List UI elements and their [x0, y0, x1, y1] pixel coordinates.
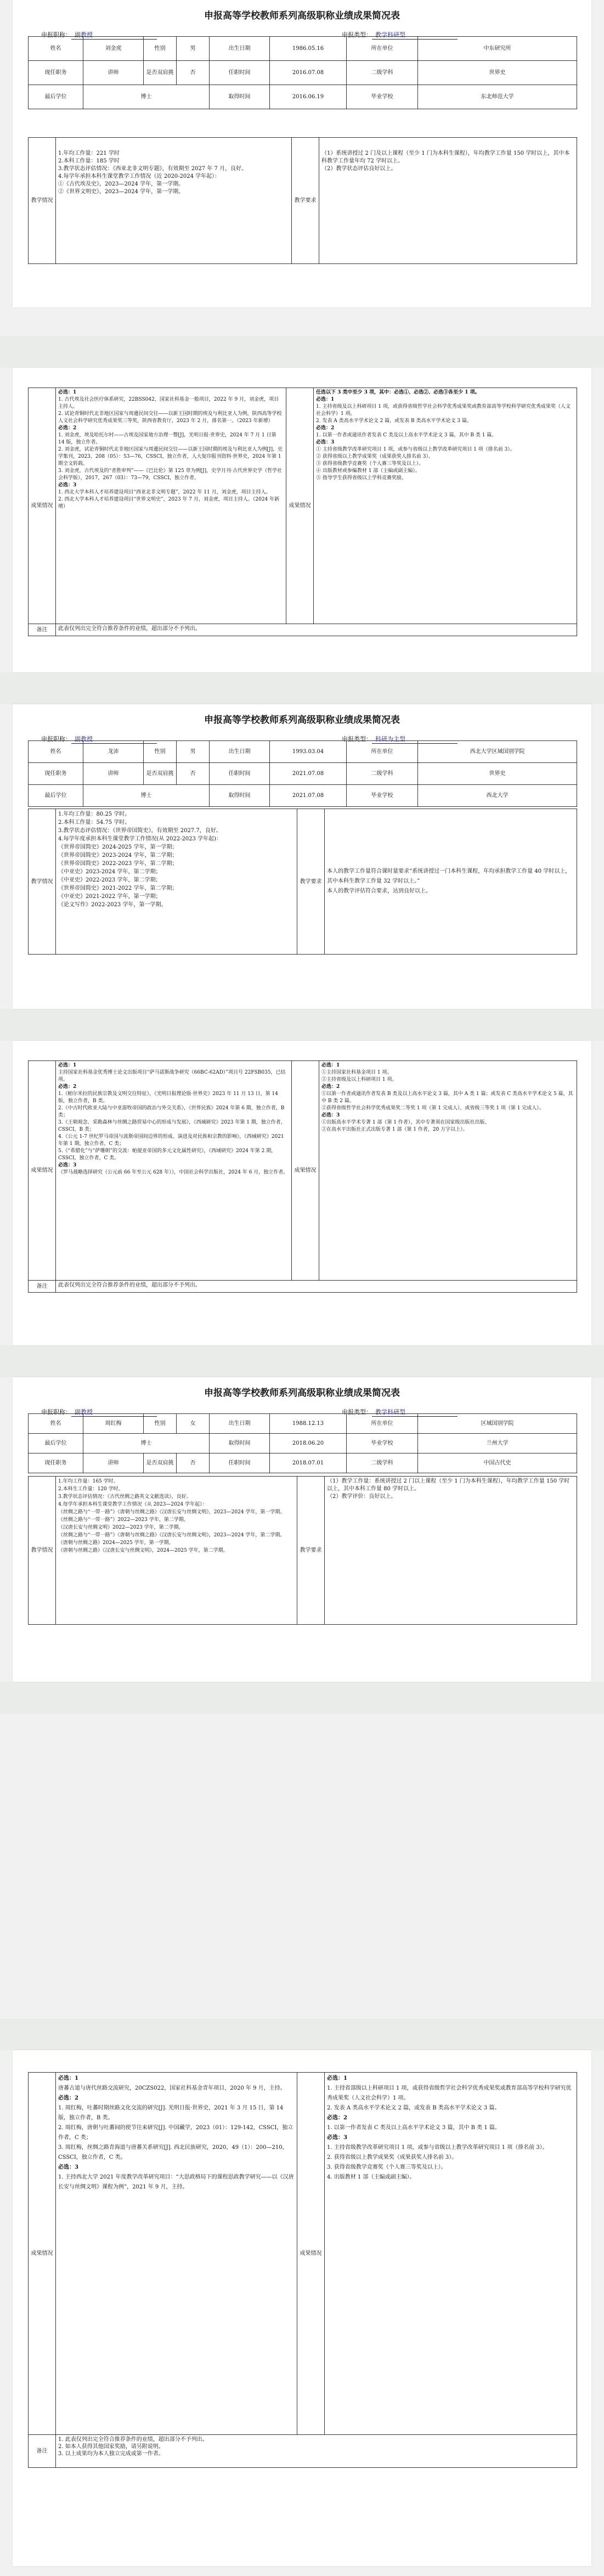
criteria-line: 1. 主持省部级以上科研项目 1 项，或获得省级哲学社会科学优秀成果奖或教育部高等学校科学研究优秀成果奖（人文社会科学）1 项。	[327, 2085, 572, 2101]
info-cell: 二级学科	[347, 1453, 418, 1473]
criteria-line: 1. 主持省级教学改革研究项目 1 项，或参与省级以上教学改革研究项目 1 项（排名前 3）。	[327, 2145, 548, 2151]
results-line: 必选：1	[58, 390, 77, 395]
info-cell: 是否双肩挑	[144, 1453, 177, 1473]
info-cell: 二级学科	[347, 61, 418, 85]
criteria-line: 必选：2	[321, 1084, 340, 1090]
apply-type-value: 教学科研型	[372, 30, 458, 40]
info-cell: 2018.07.01	[270, 1453, 347, 1473]
info-cell: 所在单位	[347, 37, 418, 61]
note-text	[56, 2435, 577, 2468]
teaching-content	[56, 1477, 297, 1625]
info-row	[29, 85, 577, 109]
teaching-line: 《世界帝国简史》2023-2024 学年，第二学期；	[58, 852, 178, 858]
teaching-line: 《唐朝与丝绸之路》《汉唐长安与丝绸文明》，2024—2025 学年，第二学期。	[58, 1548, 228, 1553]
teaching-line: 《丝绸之路与“一带一路”》《唐朝与丝绸之路》《汉唐长安与丝绸文明》，2023—2024 学年，第一学期。	[58, 1509, 285, 1515]
criteria-line: 必选：2	[327, 2115, 347, 2121]
info-cell: 现任职务	[29, 1453, 83, 1473]
info-cell: 毕业学校	[347, 1434, 418, 1453]
results-line: 必选：2	[58, 425, 77, 431]
teaching-line: 4.每学年承担本科生课堂教学工作情况（从 2023—2024 学年起）：	[58, 1502, 207, 1507]
info-cell: 出生日期	[210, 741, 270, 763]
page-separator	[0, 2018, 604, 2050]
info-cell: 世界史	[418, 763, 577, 785]
personal-info-table	[28, 740, 577, 807]
page-separator	[0, 672, 604, 704]
apply-type-label: 申报类型：	[342, 1408, 372, 1416]
info-cell: 姓名	[29, 37, 83, 61]
info-cell: 博士	[83, 1434, 210, 1453]
criteria-line: ⑤ 指导学生获得省级以上学科竞赛奖励。	[316, 475, 407, 481]
teaching-line: 4.每学年承担本科生课堂教学工作情况（近 2020-2024 学年起）：	[58, 173, 221, 179]
info-cell: 区域国别学院	[418, 1414, 577, 1434]
note-text: 此表仅列出完全符合推荐条件的业绩，超出部分不予列出。	[56, 1281, 577, 1293]
requirement-label: 教学要求	[297, 1477, 325, 1625]
teaching-label: 教学情况	[29, 1477, 56, 1625]
info-cell: 1986.05.16	[270, 37, 347, 61]
info-cell: 讲师	[83, 1453, 144, 1473]
apply-title-label: 申报职称：	[41, 1408, 71, 1416]
info-cell: 龙沛	[83, 741, 144, 763]
results-line: 5.《“希腊化”与“萨珊朝”的交流：帕提亚帝国的多元文化属性研究》，《西域研究》2024 年第 2 期，CSSCI，独立作者，C 类。	[58, 1148, 276, 1161]
results-label: 成果情况	[286, 388, 314, 624]
info-cell: 所在单位	[347, 741, 418, 763]
requirement-label: 教学要求	[297, 809, 325, 955]
info-cell: 2016.06.19	[270, 85, 347, 109]
info-cell: 姓名	[29, 1414, 83, 1434]
results-line: 2.《中古时代欧亚大陆与中亚游牧帝国的政治与外交关系》，《世界民族》2024 年第 6 期，独立作者，B 类；	[58, 1105, 285, 1118]
results-line: 《罗马战略选择研究（公元前 66 年至公元 628 年）》，中国社会科学出版社，2024 年 6 月，独立作者。	[58, 1170, 289, 1175]
results-line: 2. 西北大学本科人才培养建设项目“世界文明史”，2023 年 7 月，刘金虎，项目主持人。（2024 年新增）	[58, 497, 280, 509]
results-criteria	[319, 1061, 577, 1281]
info-cell: 西北大学区域国别学院	[418, 741, 577, 763]
teaching-line: 《世界帝国简史》2024-2025 学年，第一学期；	[58, 844, 178, 850]
results-line: 1. 西北大学本科人才培养建设项目“西亚北非文明专题”，2022 年 11 月，刘金虎，项目主持人。	[58, 490, 271, 495]
teaching-line: 《论文写作》2022-2023 学年，第一学期。	[58, 902, 167, 908]
teaching-line: ①《古代埃及史》，2023—2024 学年，第一学期。	[58, 181, 184, 187]
info-cell: 性别	[144, 1414, 177, 1434]
requirement-line: （1）教学工作量：系统讲授过 2 门以上课程（至少 1 门为本科生课程），年均教学工作量 150 学时以上，其中本科工作量 80 学时以上。	[327, 1478, 570, 1492]
info-cell: 出生日期	[210, 1414, 270, 1434]
teaching-content	[56, 809, 297, 955]
results-label: 成果情况	[29, 1061, 56, 1281]
info-cell: 取得时间	[210, 1434, 270, 1453]
requirement-label: 教学要求	[292, 138, 319, 264]
info-cell: 取得时间	[210, 785, 270, 807]
criteria-line: 2. 获得省级以上教学成果奖（成果获奖人排名前 3）。	[327, 2154, 458, 2160]
teaching-line: 《汉唐长安与丝绸文明》2022—2023 学年，第二学期。	[58, 1525, 184, 1530]
info-cell: 出生日期	[210, 37, 270, 61]
results-line: 1. 古代埃及社会医疗体系研究，22BSS042，国家社科基金一般项目，2022 年 9 月，刘金虎，项目主持人。	[58, 397, 279, 409]
info-cell: 现任职务	[29, 763, 83, 785]
info-cell: 所在单位	[347, 1414, 418, 1434]
info-cell: 是否双肩挑	[144, 763, 177, 785]
teaching-line: 3.教学状态评估情况：《世界帝国简史》，有效期至 2027.7，良好。	[58, 828, 222, 834]
info-cell: 否	[177, 763, 210, 785]
teaching-line: 3.教学状态评估情况：《西亚北非文明专题》，有效期至 2027 年 7 月，良好。	[58, 166, 247, 172]
form-page-5	[13, 1377, 591, 1682]
info-cell: 最后学位	[29, 85, 83, 109]
info-cell: 性别	[144, 37, 177, 61]
info-cell: 2016.07.08	[270, 61, 347, 85]
results-line: 必选：3	[58, 482, 77, 488]
results-line: 3. 刘金虎，古代埃及的“者胜审判”——《巴比伦》第 125 章为例[J]，史学月刊·古代世界史学（哲学社会科学版），2017，267（03）：73—79，CSSCI，独立作者。	[58, 468, 283, 481]
criteria-line: ①出版高水平学术专著 1 部（第 1 作者），其中专著须在国家级出版社出版。	[321, 1120, 490, 1125]
info-cell: 二级学科	[347, 763, 418, 785]
info-cell: 毕业学校	[347, 785, 418, 807]
info-cell: 西北大学	[418, 785, 577, 807]
form-page-4	[13, 1041, 591, 1345]
teaching-line: 《丝绸之路与“一带一路”》《唐朝与丝绸之路》《汉唐长安与丝绸文明》，2023—2024 学年，第二学期。	[58, 1533, 285, 1538]
info-cell: 女	[177, 1414, 210, 1434]
results-line: 2. 周红梅，唐朝与吐蕃间的使节往来研究[J]. 中国藏学，2023（01）：129-142，CSSCI，独立作者，C 类；	[58, 2125, 293, 2141]
requirement-line: （1）系统讲授过 2 门及以上课程（至少 1 门为本科生课程），年均教学工作量 150 学时以上，其中本科教学工作量年均 72 学时以上。	[321, 150, 570, 164]
teaching-line: 2.本科工作量：54.75 学时。	[58, 820, 131, 826]
note-line: 2. 如本人获得其他国家奖励，请另附说明。	[58, 2444, 164, 2450]
criteria-line: ①主持国家社科基金项目 1 项。	[321, 1070, 392, 1075]
results-line: 1. 刘金虎，埃及哈托尔村——古埃及国家地方治理一瞥[J]，光明日报·世界史，2024 年 7 月 1 日第 14 版，独立作者。	[58, 433, 276, 445]
page-separator	[0, 1345, 604, 1377]
teaching-table	[28, 1476, 577, 1625]
teaching-content	[56, 138, 292, 264]
results-line: 主持国家社科基金优秀博士论文出版项目“萨马诺斯战争研究（66BC-62AD）”项目号 22FSB035，已结项。	[58, 1070, 286, 1082]
apply-type-label: 申报类型：	[342, 736, 372, 743]
results-line: 1.《帕尔米拉的民族宗教及文明交往特征》，《光明日报理论版·世界史》2023 年 11 月 13 日，第 14 版，独立作者，B 类。	[58, 1091, 278, 1104]
info-cell: 性别	[144, 741, 177, 763]
results-criteria	[325, 2073, 577, 2435]
criteria-line: ①以第一作者或通讯作者发表 B 类及以上高水平论文 3 篇，其中 A 类 1 篇；或发表 C 类高水平学术论文 5 篇，其中 B 类 2 篇。	[321, 1091, 573, 1104]
results-line: 必选：3	[58, 2164, 78, 2170]
teaching-label: 教学情况	[29, 138, 56, 264]
requirement-line: （2）教学评价：良好以上。	[327, 1494, 397, 1500]
criteria-line: 必选：1	[327, 2075, 347, 2081]
results-table	[28, 2072, 577, 2468]
info-cell: 兰州大学	[418, 1434, 577, 1453]
form-page-2	[13, 368, 591, 672]
info-cell: 刘金虎	[83, 37, 144, 61]
info-cell: 博士	[83, 785, 210, 807]
info-cell: 1993.03.04	[270, 741, 347, 763]
info-cell: 任职时间	[210, 763, 270, 785]
info-cell: 否	[177, 1453, 210, 1473]
apply-type-value: 教学科研型	[372, 1407, 458, 1417]
apply-title-label: 申报职称：	[41, 31, 71, 38]
results-line: 必选：2	[58, 2095, 78, 2101]
form-title: 申报高等学校教师系列高级职称业绩成果简况表	[204, 10, 400, 21]
results-label: 成果情况	[29, 2073, 56, 2435]
info-cell: 现任职务	[29, 61, 83, 85]
info-cell: 最后学位	[29, 785, 83, 807]
results-label: 成果情况	[292, 1061, 319, 1281]
apply-title-label: 申报职称：	[41, 736, 71, 743]
info-cell: 中东研究所	[418, 37, 577, 61]
criteria-line: 1. 以第一作者发表 C 类及以上高水平学术论文 3 篇，其中 B 类 1 篇。	[327, 2125, 500, 2131]
page-separator	[0, 1682, 604, 1714]
results-line: 1. 主持西北大学 2021 年度教学改革研究项目：“大思政格局下的课程思政教学研究——以《汉唐长安与丝绸文明》课程为例”，2021 年 9 月，主持。	[58, 2174, 294, 2190]
results-label: 成果情况	[297, 2073, 325, 2435]
info-cell: 2018.06.20	[270, 1434, 347, 1453]
criteria-line: 必选：3	[327, 2135, 347, 2141]
teaching-line: 1.年均工作量：165 学时。	[58, 1479, 118, 1484]
requirement-content	[325, 1477, 577, 1625]
results-line: 1. 周红梅，吐蕃时期丝路文化交流的研究[J]. 光明日报·世界史，2021 年 3 月 15 日，第 14 版，独立作者，B 类。	[58, 2105, 284, 2121]
info-cell: 东北师范大学	[418, 85, 577, 109]
info-cell: 讲师	[83, 61, 144, 85]
personal-info-table	[28, 36, 577, 109]
info-cell: 否	[177, 61, 210, 85]
results-line: 必选：1	[58, 2075, 78, 2081]
teaching-line: 《中亚史》2023-2024 学年，第二学期；	[58, 869, 161, 875]
results-line: 3.《王朝观念、采勘森林与丝绸之路贸易中心的形成与发展》，《西域研究》2023 年第 1 期，独立作者，CSSCI，B 类；	[58, 1120, 286, 1132]
teaching-table	[28, 137, 577, 264]
criteria-line: ② 获得省级以上教学成果奖（成果获奖人排名前 3）。	[316, 454, 433, 459]
teaching-table	[28, 809, 577, 955]
criteria-line: 2. 发表 A 类高水平学术论文 2 篇，或发表 B 类高水平学术论文 3 篇。	[327, 2105, 500, 2111]
criteria-line: 1. 主持省级及以上科研项目 1 项，或获得省级哲学社会科学优秀成果奖或教育部高等学校科学研究优秀成果奖（人文社会科学）1 项。	[316, 404, 571, 417]
info-cell: 男	[177, 741, 210, 763]
criteria-line: 必选：3	[321, 1113, 340, 1118]
requirement-line: 本人的教学评估符合要求，达到良好以上。	[327, 888, 431, 894]
form-page-1	[13, 0, 591, 307]
teaching-line: 2.本科生工作量：120 学时。	[58, 1486, 123, 1492]
apply-title-value: 副教授	[71, 30, 157, 40]
teaching-line: 2.本科工作量：185 学时	[58, 158, 120, 164]
teaching-line: 1.年均工作量：80.25 学时。	[58, 811, 131, 817]
note-line: 1. 此表仅列出完全符合推荐条件的业绩，超出部分不予列出。	[58, 2437, 208, 2443]
criteria-line: 任选以下 3 类中至少 3 项，其中：必选①、必选②、必选③各至少 1 项。	[316, 390, 480, 395]
info-cell: 2021.07.08	[270, 785, 347, 807]
apply-title-value: 副教授	[71, 1407, 157, 1417]
results-line: 2. 刘金虎，试论青铜时代北非地区国家与周邊民间交往——以新王国时期的埃及与利比亚人为例[J]，史学集刊，2023，208（05）：53—76，CSSCI，独立作者，人大复印报刊资料·世界史，2024 年第 1 期全文转载。	[58, 447, 283, 467]
results-label: 成果情况	[29, 388, 56, 624]
results-criteria	[314, 388, 577, 624]
info-cell: 周红梅	[83, 1414, 144, 1434]
note-line: 3. 以上成果均为本人独立完成或第一作者。	[58, 2451, 164, 2457]
form-title: 申报高等学校教师系列高级职称业绩成果简况表	[204, 715, 400, 726]
criteria-line: 3. 获得省级教学竞赛奖（个人赛三等奖及以上）。	[327, 2164, 447, 2170]
teaching-label: 教学情况	[29, 809, 56, 955]
info-cell: 1988.12.13	[270, 1414, 347, 1434]
page-separator	[0, 336, 604, 368]
teaching-line: 《中亚史》2022-2023 学年，第二学期；	[58, 877, 161, 883]
criteria-line: ③ 获得省级教学竞赛奖（个人赛三等奖及以上）。	[316, 461, 424, 467]
teaching-line: 《丝绸之路与“一带一路”》2022—2023 学年，第二学期。	[58, 1517, 189, 1523]
criteria-line: ②获得省级哲学社会科学优秀成果奖二等奖 1 项（第 1 完成人），或省级三等奖 1 项（第 1 完成人）。	[321, 1105, 544, 1111]
info-cell: 男	[177, 37, 210, 61]
info-cell: 中国古代史	[418, 1453, 577, 1473]
requirement-line: （2）教学状态评估良好以上。	[321, 166, 397, 172]
teaching-line: 《世界帝国简史》2021-2022 学年，第二学期；	[58, 885, 178, 891]
info-cell: 任职时间	[210, 61, 270, 85]
form-page-3	[13, 704, 591, 1009]
note-label: 备注	[29, 2435, 56, 2468]
note-text: 此表仅列出完全符合推荐条件的业绩，超出部分不予列出。	[56, 624, 577, 636]
results-achieved	[56, 2073, 297, 2435]
info-cell: 姓名	[29, 741, 83, 763]
results-achieved	[56, 388, 286, 624]
info-cell: 是否双肩挑	[144, 61, 177, 85]
results-line: 3. 周红梅，丝绸之路青海道与唐蕃关系研究[J]. 西北民族研究，2020，49（1）：200—210，CSSCI，独立作者，C 类。	[58, 2145, 288, 2160]
note-label: 备注	[29, 1281, 56, 1293]
criteria-line: 4. 出版教材 1 部（主编或副主编）。	[327, 2174, 415, 2180]
criteria-line: ④ 出版教材或参编教材 1 部（主编或副主编）。	[316, 468, 420, 474]
teaching-line: 《中亚史》2021-2022 学年，第一学期；	[58, 894, 161, 900]
info-cell: 毕业学校	[347, 85, 418, 109]
info-row	[29, 37, 577, 61]
criteria-line: 必选：2	[316, 425, 335, 431]
teaching-line: ②《世界文明史》，2023—2024 学年，第一学期。	[58, 189, 184, 195]
info-cell: 博士	[83, 85, 210, 109]
results-table	[28, 388, 577, 636]
criteria-line: ① 主持省级教学改革研究项目 1 项，或参与省级以上教学改革研究项目 1 项（排名前 3）。	[316, 447, 515, 452]
apply-type-label: 申报类型：	[342, 31, 372, 38]
form-title: 申报高等学校教师系列高级职称业绩成果简况表	[204, 1388, 400, 1399]
requirement-content	[325, 809, 577, 955]
criteria-line: 必选：3	[316, 440, 335, 445]
apply-title-value: 副教授	[71, 734, 157, 744]
results-line: 必选：1	[58, 1063, 77, 1068]
results-achieved	[56, 1061, 292, 1281]
teaching-line: 4.每学年度承担本科生课堂教学工作情况(从 2022-2023 学年起)：	[58, 836, 222, 842]
info-cell: 讲师	[83, 763, 144, 785]
criteria-line: ②在高水平出版社正式出版专著 1 部（第 1 作者，20 万字以上）。	[321, 1127, 468, 1132]
teaching-line: 《唐朝与丝绸之路》2024—2025 学年，第一学期。	[58, 1540, 174, 1546]
note-label: 备注	[29, 624, 56, 636]
info-cell: 世界史	[418, 61, 577, 85]
criteria-line: 必选：1	[321, 1063, 340, 1068]
info-cell: 取得时间	[210, 85, 270, 109]
results-line: 2. 试论青铜时代北非地区国家与周邊民间交往——以新王国时期的埃及与利比亚人为例，陕西高等学校人文社会科学研究优秀成果奖三等奖，陕西省教育厅，2023 年 2 月，排名第一。（2023 年新增）	[58, 411, 282, 424]
results-line: 必选：2	[58, 1084, 77, 1090]
criteria-line: 1. 以第一作者或通讯作者发表 C 类及以上高水平学术论文 3 篇，其中 B 类 1 篇。	[316, 433, 497, 438]
page-separator	[0, 1009, 604, 1041]
apply-type-value: 科研为主型	[372, 734, 458, 744]
results-line: 必选：3	[58, 1163, 77, 1168]
results-table	[28, 1060, 577, 1293]
criteria-line: 必选：1	[316, 397, 335, 402]
criteria-line: ②主持省级及以上科研项目 1 项。	[321, 1077, 397, 1082]
info-cell: 最后学位	[29, 1434, 83, 1453]
requirement-line: 本人的教学工作量符合课时量要求“系统讲授过一门本科生课程，年均承担教学工作量 40 学时以上，其中本科生教学工作量 32 学时以上。”	[327, 868, 571, 884]
form-page-6	[13, 2050, 591, 2566]
teaching-line: 1.年均工作量：221 学时	[58, 150, 120, 156]
info-row	[29, 61, 577, 85]
info-cell: 任职时间	[210, 1453, 270, 1473]
results-line: 唐蕃古道与唐代丝路交流研究，20CZS022，国家社科基金青年项目，2020 年 9 月，主持。	[58, 2085, 286, 2091]
teaching-line: 《世界帝国简史》2022-2023 学年，第二学期；	[58, 861, 178, 867]
info-cell: 2021.07.08	[270, 763, 347, 785]
criteria-line: 2. 发表 A 类高水平学术论文 2 篇，或发表 B 类高水平学术论文 3 篇。	[316, 418, 472, 424]
personal-info-table	[28, 1413, 577, 1473]
requirement-content	[319, 138, 577, 264]
results-line: 4.《公元 1-7 世纪罗马帝国与波斯帝国间边界的形成、演进及对民族和宗教的影响》，《西域研究》2021 年第 1 期，独立作者，C 类；	[58, 1134, 284, 1147]
teaching-line: 3.教学状态评估情况：《古代丝绸之路英文文献选读》，良好。	[58, 1494, 191, 1500]
